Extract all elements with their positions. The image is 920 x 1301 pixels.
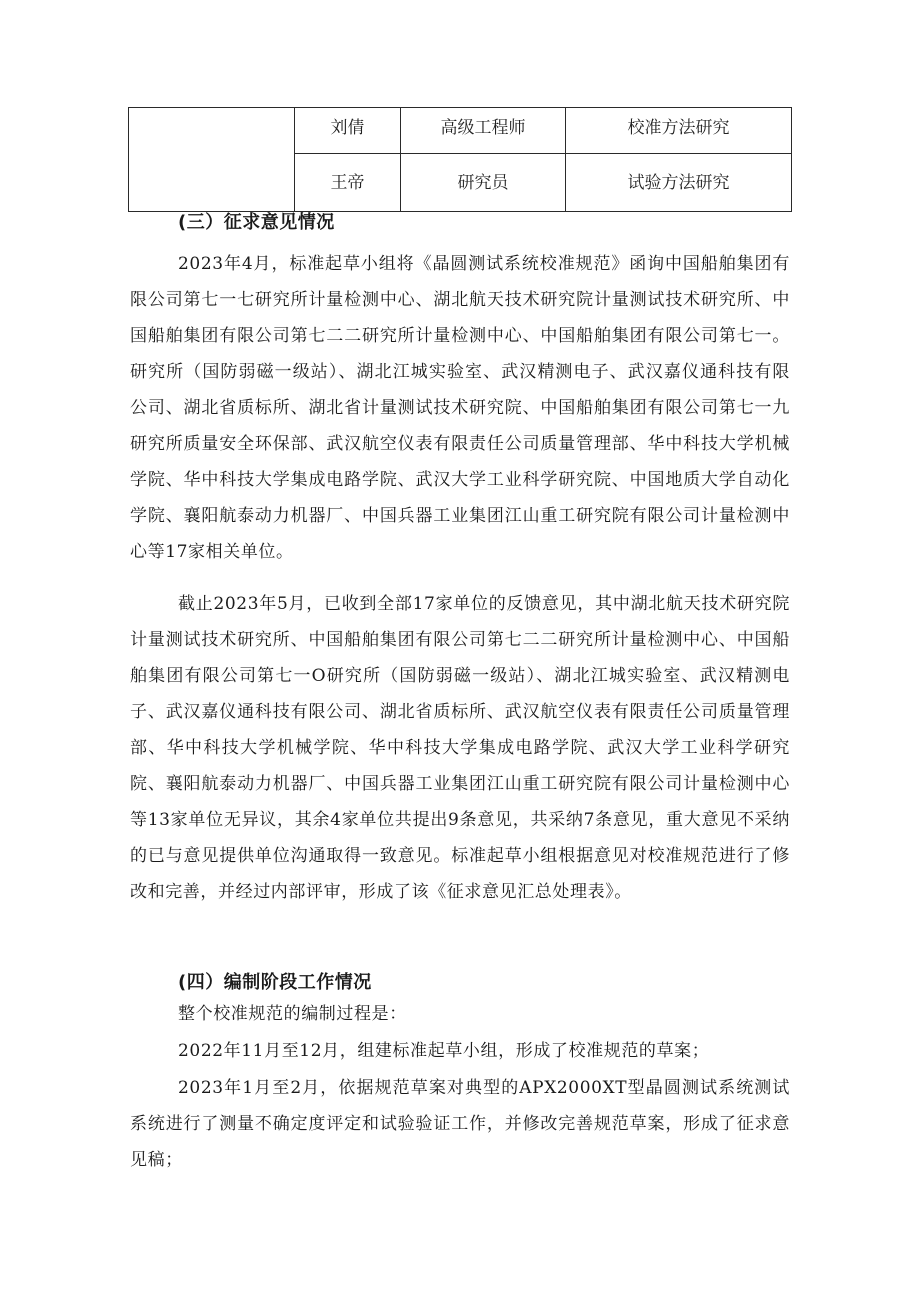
table-cell-role: 校准方法研究 xyxy=(566,108,792,154)
section-heading-4: (四）编制阶段工作情况 xyxy=(178,972,372,993)
table-row xyxy=(129,108,792,154)
table-cell-title: 研究员 xyxy=(401,154,566,212)
paragraph-step-1: 2022年11月至12月，组建标准起草小组，形成了校准规范的草案； xyxy=(178,1041,710,1061)
table-cell-role: 试验方法研究 xyxy=(566,154,792,212)
section-heading-3: (三）征求意见情况 xyxy=(178,212,335,233)
table-cell-name: 刘倩 xyxy=(295,108,401,154)
paragraph-step-2: 2023年1月至2月，依据规范草案对典型的APX2000XT型晶圆测试系统测试系统进行了测量不确定度评定和试验验证工作，并修改完善规范草案，形成了征求意见稿； xyxy=(130,1078,790,1170)
table-cell-title: 高级工程师 xyxy=(401,108,566,154)
table-cell-empty xyxy=(129,108,295,212)
staff-table xyxy=(128,107,792,212)
paragraph-feedback: 截止2023年5月，已收到全部17家单位的反馈意见，其中湖北航天技术研究院计量测试技术研究所、中国船舶集团有限公司第七二二研究所计量检测中心、中国船舶集团有限公司第七一O研究所（国防弱磁一级站）、湖北江城实验室、武汉精测电子、武汉嘉仪通科技有限公司、湖北省质标所、武汉航空仪表有限责任公司质量管理部、华中科技大学机械学院、华中科技大学集成电路学院、武汉大学工业科学研究院、襄阳航泰动力机器厂、中国兵器工业集团江山重工研究院有限公司计量检测中心等13家单位无异议，其余4家单位共提出9条意见，共采纳7条意见，重大意见不采纳的已与意见提供单位沟通取得一致意见。标准起草小组根据意见对校准规范进行了修改和完善，并经过内部评审，形成了该《征求意见汇总处理表》。 xyxy=(130,594,790,902)
paragraph-process-intro: 整个校准规范的编制过程是： xyxy=(178,1004,407,1024)
paragraph-consultation: 2023年4月，标准起草小组将《晶圆测试系统校准规范》函询中国船舶集团有限公司第七一七研究所计量检测中心、湖北航天技术研究院计量测试技术研究所、中国船舶集团有限公司第七二二研究所计量检测中心、中国船舶集团有限公司第七一。研究所（国防弱磁一级站）、湖北江城实验室、武汉精测电子、武汉嘉仪通科技有限公司、湖北省质标所、湖北省计量测试技术研究院、中国船舶集团有限公司第七一九研究所质量安全环保部、武汉航空仪表有限责任公司质量管理部、华中科技大学机械学院、华中科技大学集成电路学院、武汉大学工业科学研究院、中国地质大学自动化学院、襄阳航泰动力机器厂、中国兵器工业集团江山重工研究院有限公司计量检测中心等17家相关单位。 xyxy=(130,254,790,562)
table-cell-name: 王帝 xyxy=(295,154,401,212)
